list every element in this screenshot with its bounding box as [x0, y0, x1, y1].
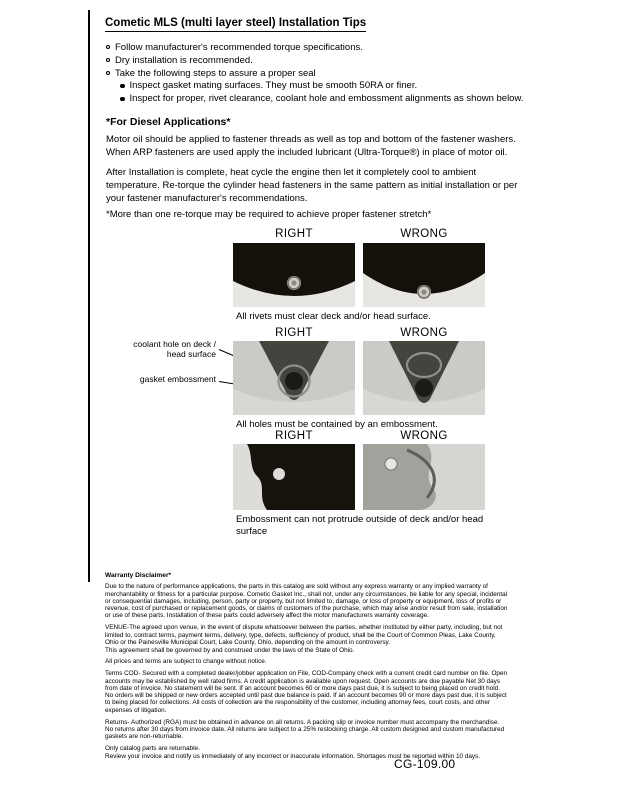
bullet-text: Inspect for proper, rivet clearance, coolant hole and embossment alignments as shown below.: [129, 93, 524, 105]
bullet-text: Take the following steps to assure a proper seal: [115, 67, 316, 79]
warranty-disclaimer-section: [105, 572, 509, 765]
warranty-disclaimer-heading: Warranty Disclaimer*: [105, 572, 172, 579]
disclaimer-paragraph: All prices and terms are subject to change without notice.: [105, 658, 267, 666]
filled-bullet-icon: [120, 84, 125, 89]
diesel-applications-heading: *For Diesel Applications*: [106, 116, 231, 128]
list-item: [106, 43, 540, 53]
filled-bullet-icon: [120, 97, 125, 102]
installation-tips-list: [106, 43, 540, 107]
bullet-text: Dry installation is recommended.: [115, 54, 253, 66]
list-item: [106, 69, 540, 79]
bullet-text: Inspect gasket mating surfaces. They must be smooth 50RA or finer.: [129, 80, 418, 92]
list-item: [120, 81, 540, 91]
open-bullet-icon: [106, 71, 110, 75]
disclaimer-paragraph: Returns- Authorized (RGA) must be obtained in advance on all returns. A packing slip or invoice number must accompany the merchandise. No returns after 30 days from invoice date. All returns are subject to a 25% restocking charge. All custom designed and custom manufactured gaskets are non-returnable.: [105, 718, 505, 741]
disclaimer-paragraph: VENUE-The agreed upon venue, in the event of dispute whatsoever between the parties, whether instituted by either party, including, but not limited to, contract terms, payment terms, delivery, type, defects, sufficiency of product, shall be the Court of Common Pleas, Lake County, Ohio or the Painesville Municipal Court, Lake County, Ohio, depending on the amount in controversy.: [105, 624, 503, 646]
page-number-code: CG-109.00: [394, 757, 456, 771]
left-margin-rule: [88, 10, 90, 582]
disclaimer-paragraph: Due to the nature of performance applications, the parts in this catalog are sold without any express warranty or any implied warranty of merchantability or fitness for a particular purpose. Cometic Gasket Inc., shall not, under any circumstances, be liable for any special, incidental or consequential damages, including, person, party or property, but not limited to, damage, or loss of property or equipment, loss of profits or revenue, cost of purchased or replacement goods, or claims of customers of the purchase, which may arise and/or result from sale, installation or use of these parts. Installation of these parts could adversely affect the motor manufacturers warranty coverage.: [105, 583, 508, 620]
list-item: [106, 56, 540, 66]
bullet-text: Follow manufacturer's recommended torque specifications.: [115, 42, 363, 53]
coolant-hole-callout: coolant hole on deck / head surface: [133, 339, 216, 359]
gasket-embossment-callout: gasket embossment: [139, 374, 216, 384]
rivet-clearance-wrong-figure: [363, 243, 485, 307]
embossment-right-figure: [233, 444, 355, 510]
right-label-row2: RIGHT: [275, 327, 313, 339]
figure-caption-holes: All holes must be contained by an embossment.: [236, 419, 438, 430]
page-title-text: Cometic MLS (multi layer steel) Installation Tips: [105, 17, 366, 32]
disclaimer-paragraph: Review your invoice and notify us immediately of any incorrect or inaccurate information. Shortages must be reported within 10 days.: [105, 752, 481, 760]
open-bullet-icon: [106, 58, 110, 62]
figure-caption-embossment: Embossment can not protrude outside of deck and/or head surface: [236, 514, 484, 537]
rivet-clearance-right-figure: [233, 243, 355, 307]
page-title: [105, 17, 366, 29]
list-item: [120, 94, 540, 104]
disclaimer-paragraph: This agreement shall be governed by and construed under the laws of the State of Ohio.: [105, 646, 355, 654]
figure-caption-rivets: All rivets must clear deck and/or head surface.: [236, 311, 431, 322]
disclaimer-paragraph: Terms COD- Secured with a completed dealer/jobber application on File, COD-Company check with a current credit card number on file. Open accounts may be established by well rated firms. A credit application is available upon request. Open accounts are due payable Net 30 days from date of invoice. No statement will be sent. If an account becomes 60 or more days past due, it is subject to being placed on credit hold. No orders will be shipped or new orders accepted until past due balance is paid. If an account becomes 90 or more days past due, it is subject to being placed for collections. All costs of collection are the responsibility of the customer, including attorney fees, court costs, and other expenses of litigation.: [105, 670, 508, 714]
coolant-hole-right-figure: [233, 341, 355, 415]
retorque-note: *More than one re-torque may be required to achieve proper fastener stretch*: [106, 209, 432, 220]
open-bullet-icon: [106, 45, 110, 49]
right-label-row1: RIGHT: [275, 228, 313, 240]
wrong-label-row3: WRONG: [400, 430, 448, 442]
wrong-label-row1: WRONG: [400, 228, 448, 240]
disclaimer-paragraph: Only catalog parts are returnable.: [105, 744, 200, 752]
wrong-label-row2: WRONG: [400, 327, 448, 339]
right-label-row3: RIGHT: [275, 430, 313, 442]
diesel-paragraph-1: Motor oil should be applied to fastener threads as well as top and bottom of the fastener washers. When ARP fasteners are used apply the included lubricant (Ultra-Torque®) in place of motor oil.: [106, 134, 516, 158]
embossment-wrong-figure: [363, 444, 485, 510]
diesel-paragraph-2: After Installation is complete, heat cycle the engine then let it completely cool to ambient temperature. Re-torque the cylinder head fasteners in the same pattern as initial installation or per your fastener manufacturer's recommendations.: [106, 167, 518, 204]
coolant-hole-wrong-figure: [363, 341, 485, 415]
